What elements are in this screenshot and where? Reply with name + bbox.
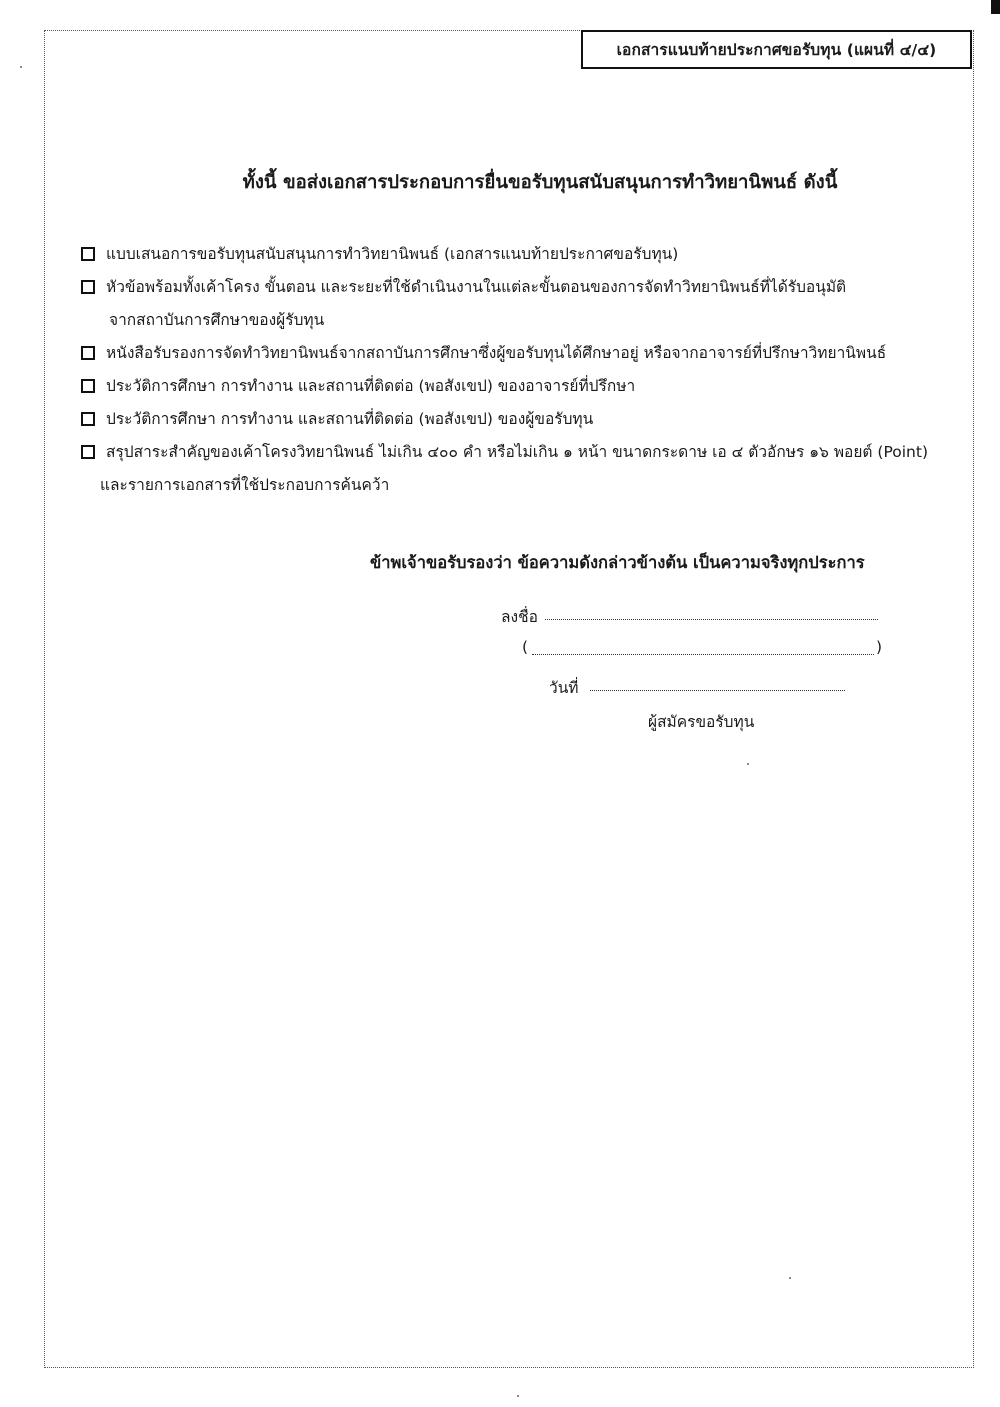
checklist-item-text-continued: จากสถาบันการศึกษาของผู้รับทุน <box>109 311 325 329</box>
certification-statement: ข้าพเจ้าขอรับรองว่า ข้อความดังกล่าวข้างต้น เป็นความจริงทุกประการ <box>370 553 865 572</box>
scan-speck <box>517 1395 519 1397</box>
checkbox[interactable] <box>81 346 95 360</box>
scan-speck <box>20 66 22 68</box>
checklist-item-text: สรุปสาระสำคัญของเค้าโครงวิทยานิพนธ์ ไม่เกิน ๔๐๐ คำ หรือไม่เกิน ๑ หน้า ขนาดกระดาษ เอ ๔ ตัวอักษร ๑๖ พอยต์ (Point) <box>106 443 929 461</box>
page-title: ทั้งนี้ ขอส่งเอกสารประกอบการยื่นขอรับทุนสนับสนุนการทำวิทยานิพนธ์ ดังนี้ <box>242 172 838 193</box>
checklist-item-text: ประวัติการศึกษา การทำงาน และสถานที่ติดต่อ (พอสังเขป) ของผู้ขอรับทุน <box>106 410 594 428</box>
checklist-item-text-continued: และรายการเอกสารที่ใช้ประกอบการค้นคว้า <box>100 476 390 494</box>
checklist-item-certification-letter <box>80 337 960 370</box>
checklist-item-text: แบบเสนอการขอรับทุนสนับสนุนการทำวิทยานิพนธ์ (เอกสารแนบท้ายประกาศขอรับทุน) <box>106 245 679 263</box>
date-label: วันที่ <box>549 679 579 697</box>
checklist-item-outline <box>80 271 960 337</box>
checkbox[interactable] <box>81 247 95 261</box>
checklist-item-summary <box>80 436 960 502</box>
checklist-item-text: หนังสือรับรองการจัดทำวิทยานิพนธ์จากสถาบันการศึกษาซึ่งผู้ขอรับทุนได้ศึกษาอยู่ หรือจากอาจารย์ที่ปรึกษาวิทยานิพนธ์ <box>106 344 887 362</box>
checkbox[interactable] <box>81 445 95 459</box>
scan-speck <box>789 1277 791 1279</box>
document-checklist <box>80 238 960 502</box>
scan-edge-mark <box>991 0 1000 14</box>
checkbox[interactable] <box>81 379 95 393</box>
checklist-item-applicant-profile <box>80 403 960 436</box>
checklist-item-advisor-profile <box>80 370 960 403</box>
applicant-role-label: ผู้สมัครขอรับทุน <box>648 713 755 731</box>
checkbox[interactable] <box>81 280 95 294</box>
checklist-item-text: หัวข้อพร้อมทั้งเค้าโครง ขั้นตอน และระยะที่ใช้ดำเนินงานในแต่ละขั้นตอนของการจัดทำวิทยานิพนธ์ที่ได้รับอนุมัติ <box>106 278 847 296</box>
signature-field[interactable] <box>545 619 878 620</box>
attachment-header-label: เอกสารแนบท้ายประกาศขอรับทุน (แผนที่ ๔/๔) <box>581 30 972 69</box>
checkbox[interactable] <box>81 412 95 426</box>
scan-speck <box>747 763 749 765</box>
signature-label: ลงชื่อ <box>501 608 538 626</box>
name-paren-open: ( <box>522 638 529 656</box>
page-border <box>44 30 974 1368</box>
checklist-item-text: ประวัติการศึกษา การทำงาน และสถานที่ติดต่อ (พอสังเขป) ของอาจารย์ที่ปรึกษา <box>106 377 636 395</box>
printed-name-field[interactable] <box>532 654 874 655</box>
checklist-item-proposal-form <box>80 238 960 271</box>
name-paren-close: ) <box>876 638 883 656</box>
date-field[interactable] <box>590 690 845 691</box>
